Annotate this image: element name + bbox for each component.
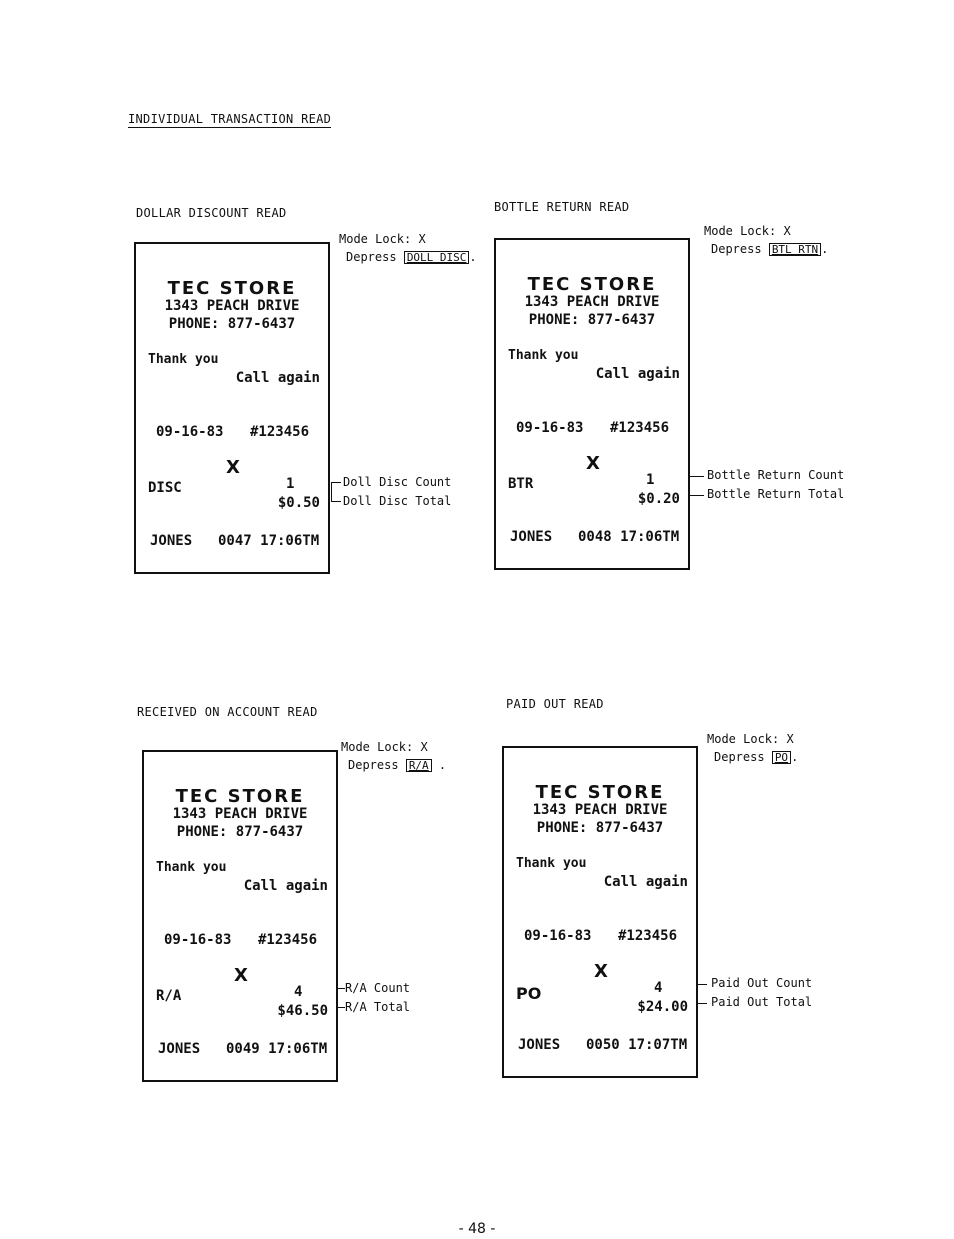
footer-info: 0047 17:06TM (218, 533, 320, 549)
leader-line (337, 988, 345, 989)
mode-mark: X (234, 965, 248, 986)
receipt-date: 09-16-83 (156, 424, 224, 440)
leader-vertical (337, 988, 338, 1008)
depress-text: Depress (711, 242, 762, 256)
mode-lock-text: Mode Lock: X (341, 740, 428, 754)
total-label: Paid Out Total (711, 995, 813, 1009)
ra-key: R/A (406, 759, 432, 772)
count-label: Doll Disc Count (343, 475, 452, 489)
store-phone: PHONE: 877-6437 (168, 316, 296, 332)
leader-line (331, 482, 341, 483)
leader-line (337, 1007, 345, 1008)
depress-text: Depress (346, 250, 397, 264)
store-address: 1343 PEACH DRIVE (172, 806, 308, 822)
mode-lock-text: Mode Lock: X (339, 232, 426, 246)
count-label: Paid Out Count (711, 976, 813, 990)
section-title: BOTTLE RETURN READ (494, 200, 630, 214)
leader-vertical (331, 482, 332, 502)
again-text: Call again (595, 366, 680, 382)
leader-vertical (697, 984, 698, 1004)
receipt-date: 09-16-83 (516, 420, 584, 436)
item-code: DISC (148, 480, 182, 496)
store-phone: PHONE: 877-6437 (176, 824, 304, 840)
store-name: TEC STORE (175, 786, 305, 807)
again-text: Call again (243, 878, 328, 894)
thanks-text: Thank you (156, 860, 227, 875)
again-text: Call again (603, 874, 688, 890)
leader-line (690, 476, 704, 477)
leader-line (690, 495, 704, 496)
receipt-number: #123456 (258, 932, 318, 948)
total-label: Doll Disc Total (343, 494, 452, 508)
footer-info: 0048 17:06TM (578, 529, 680, 545)
item-count: 1 (286, 476, 295, 492)
mode-lock-text: Mode Lock: X (707, 732, 794, 746)
instruction-note: Mode Lock: X Depress PO . (707, 732, 799, 764)
item-code: BTR (508, 476, 534, 492)
depress-text: Depress (714, 750, 765, 764)
section-title: PAID OUT READ (506, 697, 604, 711)
store-phone: PHONE: 877-6437 (536, 820, 664, 836)
instruction-note: Mode Lock: X Depress DOLL DISC . (339, 232, 477, 264)
receipt-date: 09-16-83 (164, 932, 232, 948)
btl-rtn-key: BTL RTN (769, 243, 821, 256)
clerk-name: JONES (510, 529, 553, 545)
leader-line (697, 984, 707, 985)
receipt-number: #123456 (610, 420, 670, 436)
item-code: PO (516, 984, 542, 1003)
doll-disc-key: DOLL DISC (404, 251, 470, 264)
item-total: $0.20 (637, 491, 680, 507)
page-number: - 48 - (458, 1221, 496, 1237)
mode-mark: X (226, 457, 240, 478)
store-phone: PHONE: 877-6437 (528, 312, 656, 328)
item-count: 4 (654, 980, 663, 996)
count-label: R/A Count (345, 981, 411, 995)
clerk-name: JONES (158, 1041, 201, 1057)
item-code: R/A (156, 988, 182, 1004)
item-total: $46.50 (277, 1003, 328, 1019)
store-name: TEC STORE (167, 278, 297, 299)
leader-line (331, 501, 341, 502)
receipt (142, 750, 338, 1082)
mode-mark: X (594, 961, 608, 982)
store-address: 1343 PEACH DRIVE (524, 294, 660, 310)
instruction-note: Mode Lock: X Depress R/A . (341, 740, 447, 772)
store-name: TEC STORE (527, 274, 657, 295)
footer-info: 0050 17:07TM (586, 1037, 688, 1053)
item-total: $0.50 (277, 495, 320, 511)
total-label: R/A Total (345, 1000, 411, 1014)
item-total: $24.00 (637, 999, 688, 1015)
total-label: Bottle Return Total (707, 487, 845, 501)
item-count: 1 (646, 472, 655, 488)
section-title: DOLLAR DISCOUNT READ (136, 206, 287, 220)
section-title: RECEIVED ON ACCOUNT READ (137, 705, 318, 719)
page-heading: INDIVIDUAL TRANSACTION READ (128, 112, 332, 126)
receipt-number: #123456 (250, 424, 310, 440)
clerk-name: JONES (150, 533, 193, 549)
thanks-text: Thank you (508, 348, 579, 363)
receipt (502, 746, 698, 1078)
po-key: PO (772, 751, 791, 764)
thanks-text: Thank you (148, 352, 219, 367)
receipt (134, 242, 330, 574)
clerk-name: JONES (518, 1037, 561, 1053)
instruction-note: Mode Lock: X Depress BTL RTN . (704, 224, 829, 256)
footer-info: 0049 17:06TM (226, 1041, 328, 1057)
receipt-date: 09-16-83 (524, 928, 592, 944)
thanks-text: Thank you (516, 856, 587, 871)
store-address: 1343 PEACH DRIVE (164, 298, 300, 314)
count-label: Bottle Return Count (707, 468, 845, 482)
receipt-number: #123456 (618, 928, 678, 944)
store-address: 1343 PEACH DRIVE (532, 802, 668, 818)
leader-line (697, 1003, 707, 1004)
receipt (494, 238, 690, 570)
again-text: Call again (235, 370, 320, 386)
store-name: TEC STORE (535, 782, 665, 803)
mode-lock-text: Mode Lock: X (704, 224, 791, 238)
depress-text: Depress (348, 758, 399, 772)
item-count: 4 (294, 984, 303, 1000)
mode-mark: X (586, 453, 600, 474)
